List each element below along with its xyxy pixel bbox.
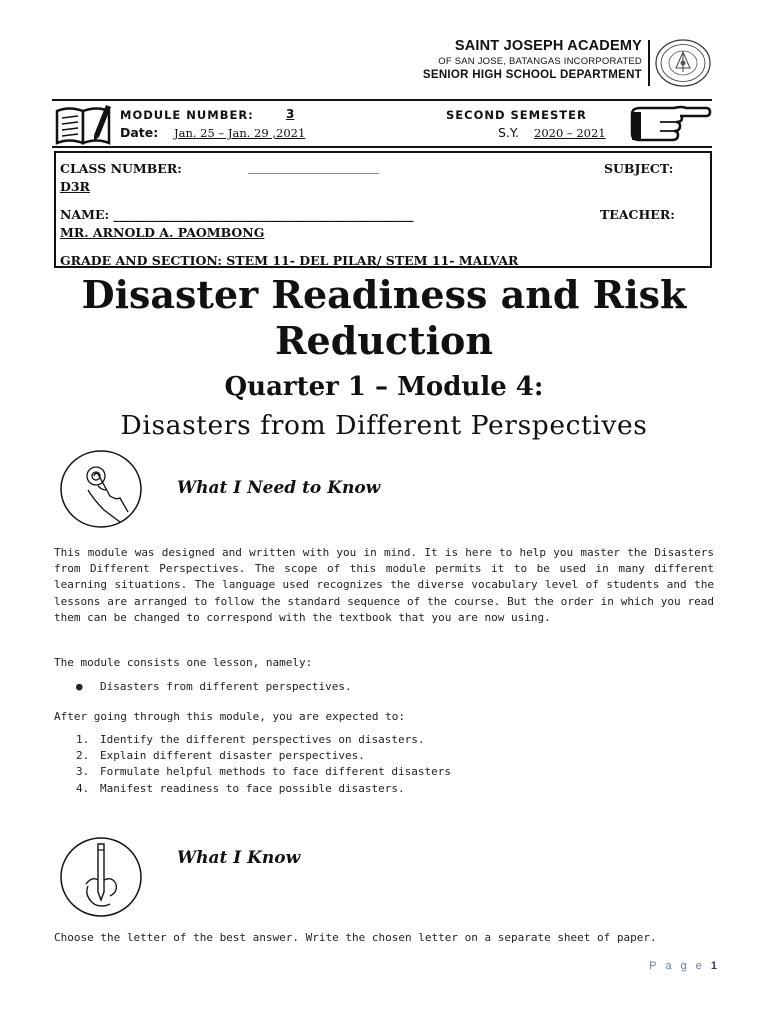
date-label: Date:: [120, 125, 159, 140]
class-number-label: CLASS NUMBER:: [60, 161, 182, 176]
instruction-text: Choose the letter of the best answer. Write the chosen letter on a separate sheet of paper.: [54, 931, 657, 944]
section-heading-what-i-know: What I Know: [177, 848, 301, 868]
pointing-hand-icon: [630, 100, 712, 146]
top-rule: [52, 99, 712, 101]
module-number-label: MODULE NUMBER:: [120, 108, 254, 122]
subject-value: D3R: [60, 179, 90, 194]
page-label: P a g e: [649, 960, 705, 972]
school-name: SAINT JOSEPH ACADEMY: [454, 38, 642, 54]
objective-text: Manifest readiness to face possible disasters.: [100, 781, 405, 795]
module-title-line-2: Reduction: [274, 318, 494, 363]
objectives-list: [76, 732, 451, 797]
student-info-box: [54, 151, 712, 268]
module-number: 3: [286, 107, 295, 121]
pencil-hand-icon: [58, 834, 144, 920]
school-place: OF SAN JOSE, BATANGAS INCORPORATED: [438, 56, 642, 67]
module-consists-text: The module consists one lesson, namely:: [54, 656, 313, 669]
section-heading-need-to-know: What I Need to Know: [177, 478, 381, 498]
module-title: [20, 272, 748, 364]
lesson-list-item: [76, 680, 352, 693]
module-subtitle: Disasters from Different Perspectives: [120, 410, 648, 441]
lesson-label: Disasters from different perspectives.: [100, 680, 352, 693]
name-field[interactable]: NAME: ________________________________________________: [60, 207, 414, 222]
grade-section: GRADE AND SECTION: STEM 11- DEL PILAR/ STEM 11- MALVAR: [60, 253, 519, 268]
quarter-heading: Quarter 1 – Module 4:: [224, 372, 544, 402]
list-item: 4. Manifest readiness to face possible disasters.: [76, 781, 405, 795]
page-number: [620, 960, 720, 972]
objective-text: Identify the different perspectives on disasters.: [100, 733, 425, 746]
class-number-blank[interactable]: _____________________: [248, 159, 380, 174]
bullet-icon: ●: [76, 680, 83, 693]
header-divider: [648, 40, 650, 86]
list-item: 3. Formulate helpful methods to face different disasters: [76, 765, 451, 779]
teacher-label: TEACHER:: [600, 207, 675, 222]
objective-text: Explain different disaster perspectives.: [100, 749, 365, 763]
school-seal-icon: [654, 38, 712, 88]
teacher-value: MR. ARNOLD A. PAOMBONG: [60, 225, 265, 240]
module-title-line-1: Disaster Readiness and Risk: [81, 272, 687, 317]
touch-finger-icon: [58, 446, 144, 532]
school-year-label: S.Y.: [498, 125, 519, 140]
intro-paragraph: This module was designed and written with you in mind. It is here to help you master the Disasters from Different Perspectives. The scope of this module permits it to be used in many different learning situations. The language used recognizes the diverse vocabulary level of students and the lessons are arranged to follow the standard sequence of the course. But the order in which you read them can be changed to correspond with the textbook that you are now using.: [54, 546, 714, 624]
list-item: 2. Explain different disaster perspectives.: [76, 749, 365, 763]
semester: SECOND SEMESTER: [446, 108, 587, 122]
school-year: 2020 – 2021: [534, 126, 606, 140]
page-number-value: 1: [710, 960, 720, 972]
list-item: 1. Identify the different perspectives on disasters.: [76, 733, 425, 746]
bottom-rule: [52, 146, 712, 148]
date-value: Jan. 25 – Jan. 29 ,2021: [174, 126, 306, 140]
subject-label: SUBJECT:: [604, 161, 674, 176]
expected-text: After going through this module, you are expected to:: [54, 710, 405, 723]
school-department: SENIOR HIGH SCHOOL DEPARTMENT: [422, 69, 642, 81]
open-book-icon: [54, 101, 114, 147]
objective-text: Formulate helpful methods to face different disasters: [100, 765, 451, 779]
